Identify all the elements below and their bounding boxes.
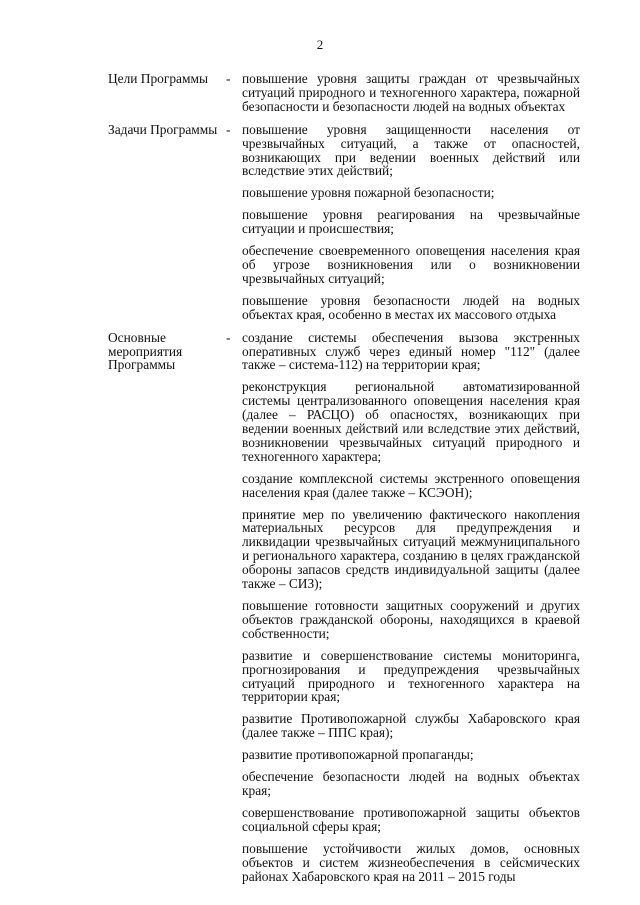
section-content xyxy=(242,72,580,114)
dash-separator: - xyxy=(226,121,231,137)
list-item: развитие противопожарной пропаганды; xyxy=(242,747,474,763)
list-item: принятие мер по увеличению фактического накопления материальных ресурсов для предупреждения и ликвидации чрезвычайных ситуаций межмуниципального и регионального характера, созданию в целях гражданской обороны запасов средств индивидуальной защиты (далее также – СИЗ); xyxy=(242,506,580,592)
dash-separator: - xyxy=(226,329,231,345)
section-label: Основные мероприятия Программы xyxy=(108,329,183,373)
section-goals xyxy=(108,72,580,114)
list-item: развитие Противопожарной службы Хабаровского края (далее также – ППС края); xyxy=(242,711,580,741)
list-item: повышение готовности защитных сооружений и других объектов гражданской обороны, находящихся в краевой собственности; xyxy=(242,598,580,641)
list-item: повышение уровня безопасности людей на водных объектах края, особенно в местах их массового отдыха xyxy=(242,292,580,322)
list-item: повышение уровня защищенности населения от чрезвычайных ситуаций, а также от опасностей, возникающих при ведении военных действий или вследствие этих действий; xyxy=(242,121,580,179)
list-item: развитие и совершенствование системы мониторинга, прогнозирования и предупреждения чрезвычайных ситуаций природного и техногенного характера на территории края; xyxy=(242,647,580,705)
list-item: совершенствование противопожарной защиты объектов социальной сферы края; xyxy=(242,804,580,834)
section-label: Задачи Программы xyxy=(108,121,218,137)
list-item: повышение устойчивости жилых домов, основных объектов и систем жизнеобеспечения в сейсмических районах Хабаровского края на 2011 – 2015 годы xyxy=(242,840,580,884)
section-main-activities xyxy=(108,331,580,884)
list-item: повышение уровня защиты граждан от чрезвычайных ситуаций природного и техногенного характера, пожарной безопасности и безопасности людей на водных объектах xyxy=(242,71,580,114)
page-number: 2 xyxy=(316,37,324,52)
dash-separator: - xyxy=(226,71,231,86)
list-item: реконструкция региональной автоматизированной системы централизованного оповещения населения края (далее – РАСЦО) об опасностях, возникающих при ведении военных действий или вследствие этих действий, возникновении чрезвычайных ситуаций природного и техногенного характера; xyxy=(242,379,580,464)
list-item: повышение уровня реагирования на чрезвычайные ситуации и происшествия; xyxy=(242,207,580,237)
program-passport xyxy=(108,72,580,883)
section-label: Цели Программы xyxy=(108,71,208,86)
section-tasks xyxy=(108,123,580,322)
list-item: обеспечение безопасности людей на водных объектах края; xyxy=(242,769,580,798)
list-item: создание комплексной системы экстренного оповещения населения края (далее также – КСЭОН); xyxy=(242,470,580,500)
list-item: создание системы обеспечения вызова экстренных оперативных служб через единый номер "112" (далее также – система-112) на территории края; xyxy=(242,329,580,373)
list-item: обеспечение своевременного оповещения населения края об угрозе возникновения или о возникновении чрезвычайных ситуаций; xyxy=(242,243,580,286)
section-content xyxy=(242,123,580,322)
list-item: повышение уровня пожарной безопасности; xyxy=(242,185,495,201)
section-content xyxy=(242,331,580,884)
